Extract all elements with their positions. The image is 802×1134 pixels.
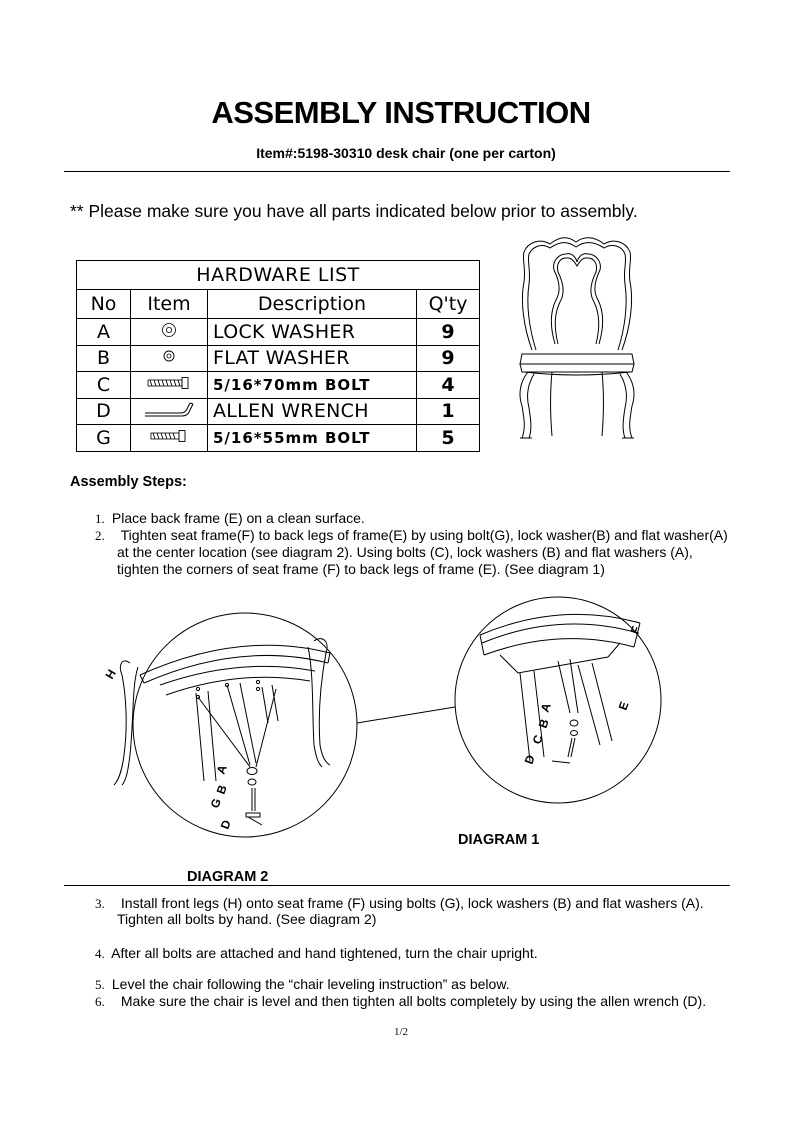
steps-divider bbox=[64, 885, 730, 886]
assembly-steps-heading: Assembly Steps: bbox=[70, 474, 187, 490]
row-no: B bbox=[77, 345, 131, 372]
row-qty: 5 bbox=[417, 425, 480, 452]
row-description: ALLEN WRENCH bbox=[208, 398, 417, 425]
col-description: Description bbox=[208, 290, 417, 319]
row-qty: 9 bbox=[417, 345, 480, 372]
step-2: 2. Tighten seat frame(F) to back legs of frame(E) by using bolt(G), lock washer(B) and flat washer(A) bbox=[95, 527, 728, 543]
row-qty: 9 bbox=[417, 319, 480, 346]
row-qty: 1 bbox=[417, 398, 480, 425]
diagram1-label: DIAGRAM 1 bbox=[458, 832, 540, 848]
table-row bbox=[77, 425, 480, 452]
callout-G: G bbox=[207, 796, 225, 811]
chair-illustration bbox=[510, 232, 645, 444]
col-no: No bbox=[77, 290, 131, 319]
row-qty: 4 bbox=[417, 372, 480, 399]
table-row bbox=[77, 372, 480, 399]
callout-D: D bbox=[217, 818, 234, 832]
callout-E: E bbox=[615, 699, 632, 713]
step-3: 3. Install front legs (H) onto seat frame (F) using bolts (G), lock washers (B) and flat washers (A). bbox=[95, 895, 704, 911]
step-6: 6. Make sure the chair is level and then tighten all bolts completely by using the allen wrench (D). bbox=[95, 993, 707, 1009]
step-1: 1. Place back frame (E) on a clean surface. bbox=[95, 510, 365, 526]
step-3-line-2: Tighten all bolts by hand. (See diagram 2) bbox=[117, 911, 377, 927]
item-subtitle: Item#:5198-30310 desk chair (one per carton) bbox=[256, 145, 556, 161]
bolt-70mm-icon bbox=[146, 376, 192, 390]
col-item: Item bbox=[131, 290, 208, 319]
callout-A: A bbox=[213, 763, 230, 777]
callout-A1: A bbox=[537, 701, 554, 715]
row-description: 5/16*55mm BOLT bbox=[208, 425, 417, 452]
callout-F: F bbox=[627, 624, 644, 637]
row-no: C bbox=[77, 372, 131, 399]
parts-note: ** Please make sure you have all parts indicated below prior to assembly. bbox=[70, 201, 638, 221]
bolt-55mm-icon bbox=[149, 429, 189, 443]
step-4: 4. After all bolts are attached and hand tightened, turn the chair upright. bbox=[95, 945, 538, 961]
table-row bbox=[77, 345, 480, 372]
lock-washer-icon bbox=[159, 321, 179, 339]
table-row bbox=[77, 319, 480, 346]
header-divider bbox=[64, 171, 730, 172]
row-no: A bbox=[77, 319, 131, 346]
diagram2-label: DIAGRAM 2 bbox=[187, 869, 269, 885]
step-2-line-3: tighten the corners of seat frame (F) to back legs of frame (E). (See diagram 1) bbox=[117, 561, 605, 577]
callout-D1: D bbox=[521, 753, 538, 767]
callout-B1: B bbox=[535, 717, 552, 731]
row-no: G bbox=[77, 425, 131, 452]
callout-H: H bbox=[102, 666, 119, 682]
step-2-line-2: at the center location (see diagram 2). Using bolts (C), lock washers (B) and flat washers (A), bbox=[117, 544, 693, 560]
table-row bbox=[77, 398, 480, 425]
row-description: LOCK WASHER bbox=[208, 319, 417, 346]
col-qty: Q'ty bbox=[417, 290, 480, 319]
flat-washer-icon bbox=[159, 347, 179, 365]
row-no: D bbox=[77, 398, 131, 425]
row-description: FLAT WASHER bbox=[208, 345, 417, 372]
step-5: 5. Level the chair following the “chair leveling instruction” as below. bbox=[95, 976, 510, 992]
callout-C1: C bbox=[529, 733, 546, 747]
callout-B: B bbox=[213, 783, 230, 797]
page-title: ASSEMBLY INSTRUCTION bbox=[211, 95, 591, 130]
assembly-diagrams bbox=[100, 585, 680, 843]
hardware-list-caption: HARDWARE LIST bbox=[77, 261, 480, 290]
hardware-list-table bbox=[76, 260, 480, 452]
allen-wrench-icon bbox=[143, 400, 195, 418]
page-number: 1/2 bbox=[393, 1026, 409, 1038]
row-description: 5/16*70mm BOLT bbox=[208, 372, 417, 399]
